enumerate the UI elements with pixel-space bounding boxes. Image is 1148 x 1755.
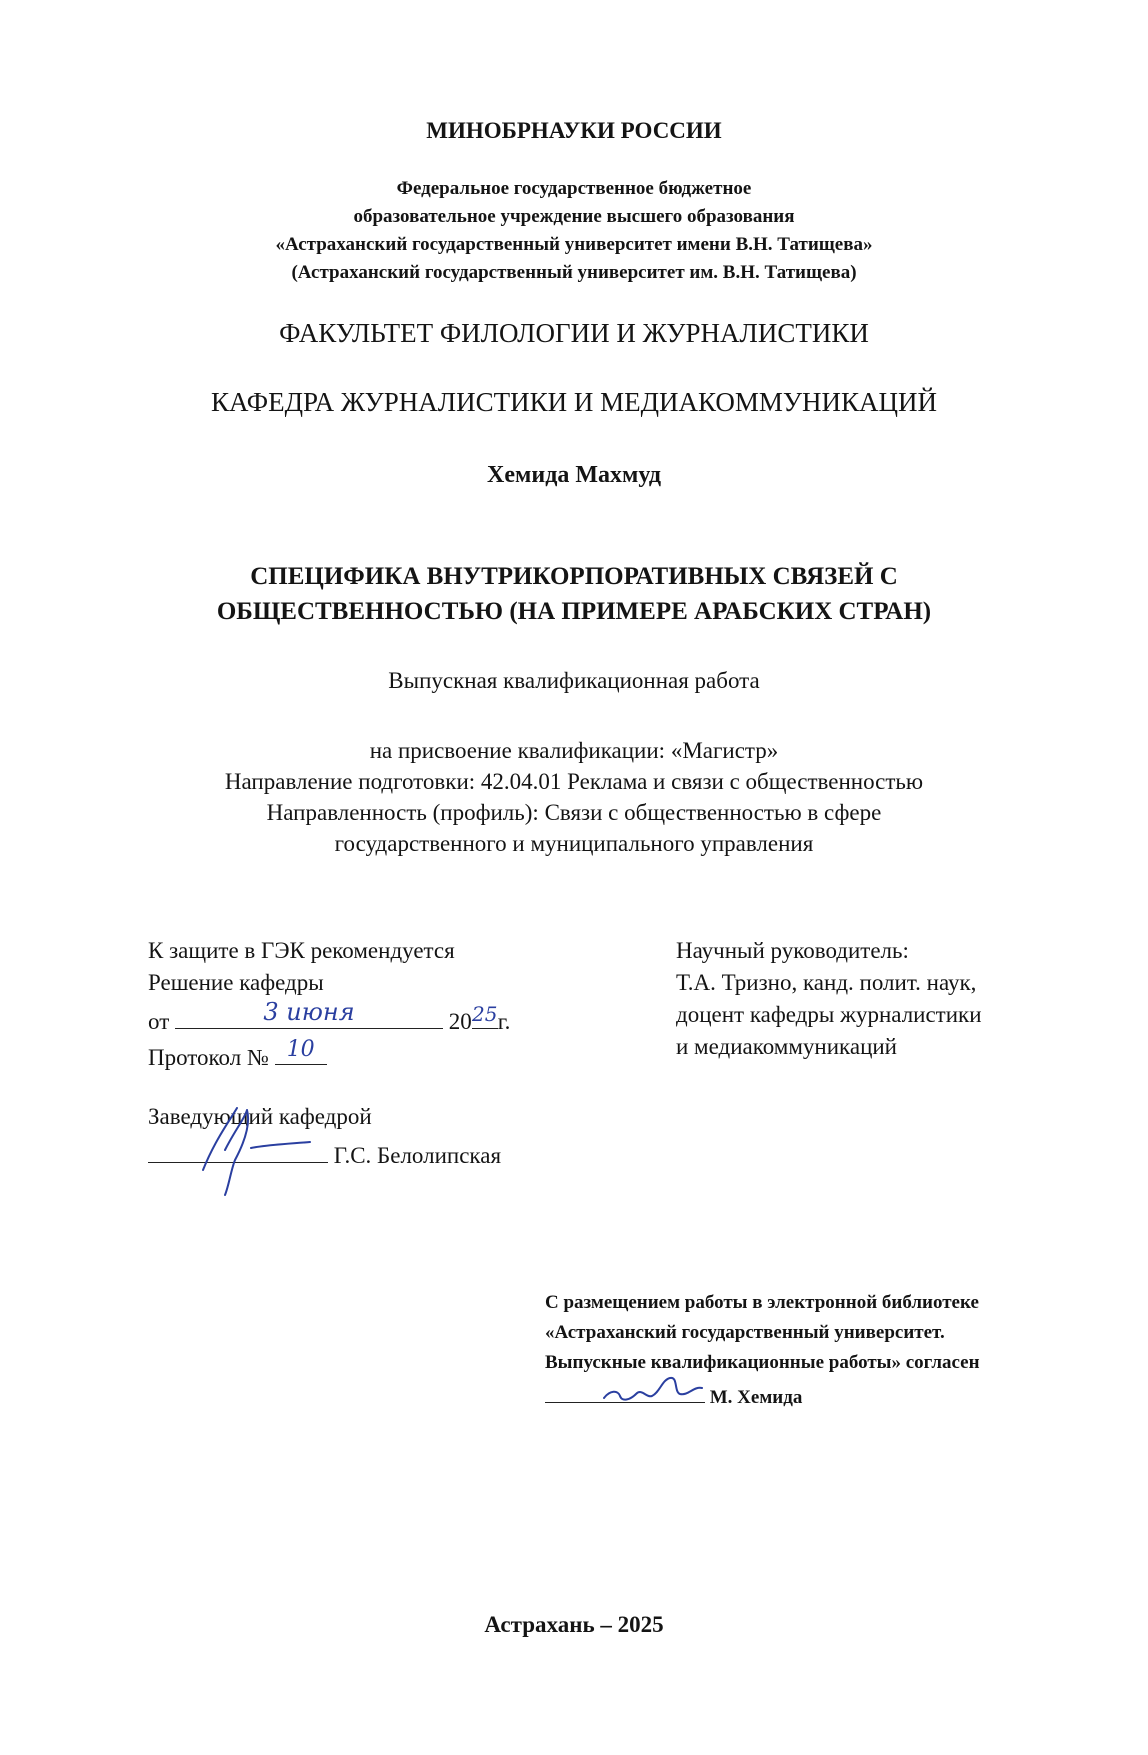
handwritten-protocol-number: 10 <box>286 1037 315 1062</box>
consent-signature-image <box>600 1372 710 1408</box>
training-direction: Направление подготовки: 42.04.01 Реклама и связи с общественностью <box>224 769 924 794</box>
supervisor-label: Научный руководитель: <box>676 938 909 963</box>
department-decision: Решение кафедры <box>148 970 324 995</box>
supervisor-line-1: Т.А. Тризно, канд. полит. наук, <box>676 970 977 995</box>
org-line-1: Федеральное государственное бюджетное <box>396 178 752 199</box>
head-signature-image <box>185 1100 315 1200</box>
head-of-department-label: Заведующий кафедрой <box>148 1104 372 1129</box>
consent-line-3: Выпускные квалификационные работы» согласен <box>545 1352 980 1373</box>
date-blank <box>175 998 443 1029</box>
city-year-footer: Астрахань – 2025 <box>484 1612 664 1637</box>
thesis-title-line-2: ОБЩЕСТВЕННОСТЬЮ (НА ПРИМЕРЕ АРАБСКИХ СТРАН) <box>216 598 932 625</box>
decision-date-row <box>148 998 511 1035</box>
consent-name: М. Хемида <box>709 1387 803 1408</box>
work-type: Выпускная квалификационная работа <box>388 668 760 693</box>
faculty-name: ФАКУЛЬТЕТ ФИЛОЛОГИИ И ЖУРНАЛИСТИКИ <box>279 318 869 348</box>
profile-line-1: Направленность (профиль): Связи с общественностью в сфере <box>266 800 882 825</box>
protocol-blank <box>275 1037 327 1065</box>
date-prefix: от <box>148 1009 170 1034</box>
consent-line-2: «Астраханский государственный университет. <box>545 1322 945 1343</box>
thesis-title-line-1: СПЕЦИФИКА ВНУТРИКОРПОРАТИВНЫХ СВЯЗЕЙ С <box>250 563 898 590</box>
consent-line-1: С размещением работы в электронной библиотеке <box>545 1292 979 1313</box>
year-suffix: г. <box>497 1009 511 1034</box>
defense-recommendation: К защите в ГЭК рекомендуется <box>148 938 455 963</box>
supervisor-line-3: и медиакоммуникаций <box>676 1034 897 1059</box>
head-of-department-name: Г.С. Белолипская <box>333 1143 502 1168</box>
supervisor-line-2: доцент кафедры журналистики <box>676 1002 982 1027</box>
org-line-2: образовательное учреждение высшего образования <box>353 206 795 227</box>
protocol-row <box>148 1037 327 1071</box>
org-line-3: «Астраханский государственный университет имени В.Н. Татищева» <box>275 234 873 255</box>
handwritten-year: 25 <box>472 1002 498 1026</box>
department-name: КАФЕДРА ЖУРНАЛИСТИКИ И МЕДИАКОММУНИКАЦИЙ <box>211 387 937 417</box>
protocol-label: Протокол № <box>148 1045 269 1070</box>
year-blank <box>472 1004 498 1029</box>
org-line-4: (Астраханский государственный университет им. В.Н. Татищева) <box>291 262 857 283</box>
author-name: Хемида Махмуд <box>487 462 661 488</box>
qualification: на присвоение квалификации: «Магистр» <box>369 738 779 763</box>
handwritten-date: 3 июня <box>263 998 355 1026</box>
profile-line-2: государственного и муниципального управления <box>334 831 814 856</box>
ministry-header: МИНОБРНАУКИ РОССИИ <box>426 118 722 143</box>
year-prefix: 20 <box>448 1009 472 1034</box>
